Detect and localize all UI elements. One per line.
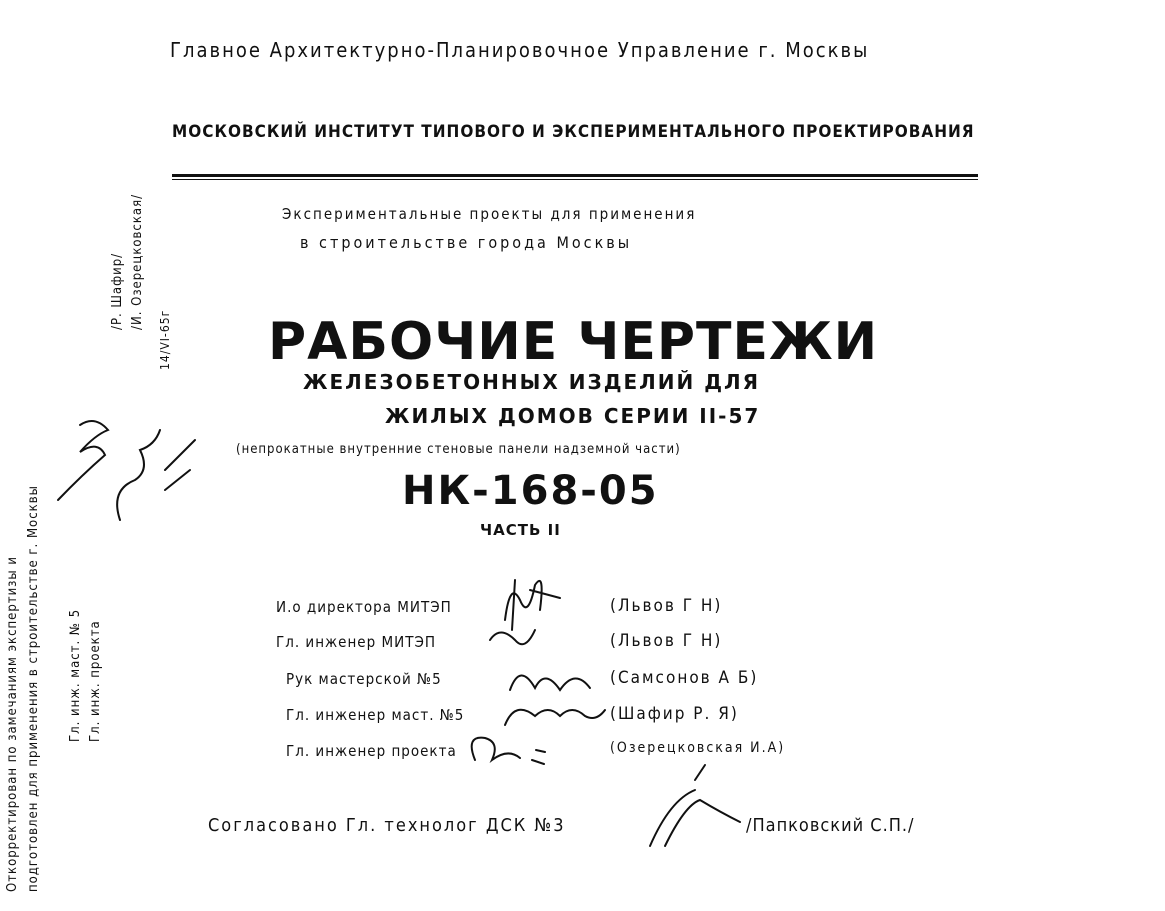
signature-shafir bbox=[505, 710, 605, 725]
signature-margin-ozeretskovskaya bbox=[117, 430, 195, 520]
signature-ozeretskovskaya bbox=[472, 738, 545, 764]
signatory-name: (Львов Г Н) bbox=[610, 631, 723, 651]
agreement-name: /Папковский С.П./ bbox=[746, 815, 915, 836]
signature-margin-shafir bbox=[58, 421, 108, 500]
signatory-label: Гл. инженер МИТЭП bbox=[276, 633, 437, 651]
subtitle-line-1: ЖЕЛЕЗОБЕТОННЫХ ИЗДЕЛИЙ ДЛЯ bbox=[303, 370, 761, 394]
document-title: РАБОЧИЕ ЧЕРТЕЖИ bbox=[268, 312, 879, 372]
agreement-label: Согласовано Гл. технолог ДСК №3 bbox=[208, 815, 566, 836]
signatory-name: (Самсонов А Б) bbox=[610, 668, 759, 688]
margin-date: 14/VI-65г bbox=[158, 309, 172, 370]
signatory-label: Гл. инженер маст. №5 bbox=[286, 706, 465, 724]
institute-heading: МОСКОВСКИЙ ИНСТИТУТ ТИПОВОГО И ЭКСПЕРИМЕНТАЛЬНОГО ПРОЕКТИРОВАНИЯ bbox=[172, 122, 975, 142]
parenthetical-description: (непрокатные внутренние стеновые панели надземной части) bbox=[236, 442, 681, 457]
ministry-heading: Главное Архитектурно-Планировочное Управление г. Москвы bbox=[170, 38, 870, 62]
signature-chief-engineer bbox=[490, 630, 535, 644]
series-code: НК-168-05 bbox=[402, 468, 659, 514]
margin-note-2: подготовлен для применения в строительстве г. Москвы bbox=[26, 485, 41, 892]
experimental-line-1: Экспериментальные проекты для применения bbox=[282, 205, 697, 223]
experimental-line-2: в строительстве города Москвы bbox=[300, 233, 633, 252]
signatory-name: (Озерецковская И.А) bbox=[610, 740, 786, 756]
signature-director bbox=[505, 580, 560, 630]
margin-note-1: Откорректирован по замечаниям экспертизы и bbox=[5, 556, 20, 892]
signatory-label: Рук мастерской №5 bbox=[286, 670, 442, 688]
margin-note-5: /Р. Шафир/ bbox=[110, 252, 125, 330]
signatory-name: (Шафир Р. Я) bbox=[610, 704, 739, 724]
margin-note-6: /И. Озерецковская/ bbox=[130, 193, 145, 330]
signature-workshop bbox=[510, 675, 590, 690]
part-number: ЧАСТЬ II bbox=[480, 521, 561, 539]
margin-note-4: Гл. инж. проекта bbox=[88, 620, 103, 742]
signatory-name: (Львов Г Н) bbox=[610, 596, 723, 616]
subtitle-line-2: ЖИЛЫХ ДОМОВ СЕРИИ II-57 bbox=[385, 404, 761, 428]
margin-note-3: Гл. инж. маст. № 5 bbox=[68, 608, 83, 742]
signature-papkovsky bbox=[650, 765, 740, 846]
signatory-label: Гл. инженер проекта bbox=[286, 742, 457, 760]
signatory-label: И.о директора МИТЭП bbox=[276, 598, 452, 616]
